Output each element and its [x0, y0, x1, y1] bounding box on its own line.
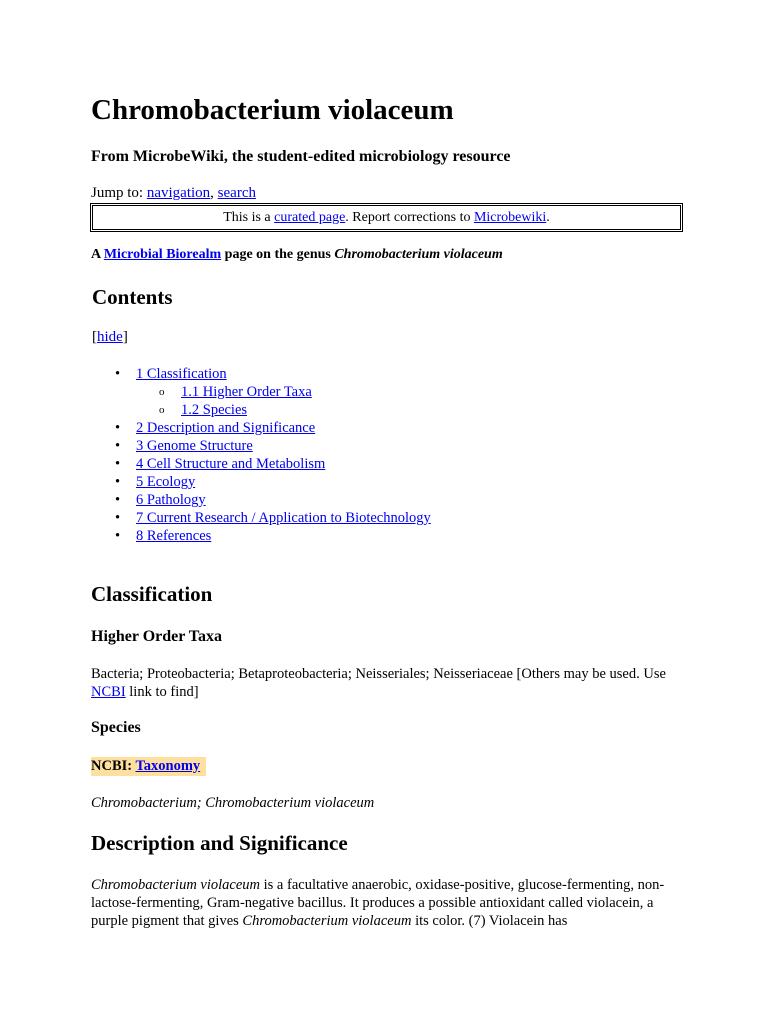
toc-link[interactable]: 8 References [136, 528, 212, 544]
contents-title: Contents [92, 285, 173, 309]
disc-bullet-icon: • [115, 474, 121, 490]
toc-item [91, 437, 431, 455]
description-italic-2: Chromobacterium violaceum [242, 913, 412, 929]
toc-link[interactable]: 1.1 Higher Order Taxa [181, 384, 312, 400]
disc-bullet-icon: • [115, 510, 121, 526]
curated-page-link[interactable]: curated page [274, 210, 346, 225]
disc-bullet-icon: • [115, 492, 121, 508]
toc-item [91, 365, 431, 383]
toc-link[interactable]: 3 Genome Structure [136, 438, 253, 454]
description-italic-1: Chromobacterium violaceum [91, 877, 261, 893]
toc-link[interactable]: 5 Ecology [136, 474, 196, 490]
circle-bullet-icon: o [159, 386, 165, 398]
taxa-text-2: link to find] [125, 684, 199, 700]
toc-item [91, 401, 431, 419]
toc-item [91, 509, 431, 527]
disc-bullet-icon: • [115, 456, 121, 472]
toc-item [91, 473, 431, 491]
hide-bracket-close: ] [122, 329, 128, 345]
classification-heading: Classification [91, 582, 213, 606]
toc-link[interactable]: 4 Cell Structure and Metabolism [136, 456, 326, 472]
higher-order-taxa-text [91, 665, 671, 701]
disc-bullet-icon: • [115, 438, 121, 454]
page-subtitle: From MicrobeWiki, the student-edited microbiology resource [91, 148, 511, 165]
curated-text-1: This is a [223, 210, 275, 225]
higher-order-taxa-heading: Higher Order Taxa [91, 628, 222, 645]
page-title: Chromobacterium violaceum [91, 94, 454, 126]
intro-genus: Chromobacterium violaceum [334, 247, 503, 262]
taxonomy-link[interactable]: Taxonomy [135, 758, 201, 774]
toc-hide-toggle [92, 329, 128, 346]
microbewiki-link[interactable]: Microbewiki [473, 210, 547, 225]
disc-bullet-icon: • [115, 366, 121, 382]
toc-item [91, 383, 431, 401]
ncbi-link[interactable]: NCBI [91, 684, 126, 700]
ncbi-taxonomy-badge [91, 757, 206, 776]
navigation-link[interactable]: navigation [146, 185, 211, 201]
toc-link[interactable]: 1.2 Species [181, 402, 248, 418]
hide-link[interactable]: hide [97, 329, 123, 345]
search-link[interactable]: search [217, 185, 256, 201]
toc-item [91, 419, 431, 437]
biorealm-intro [91, 247, 503, 263]
hide-bracket-open: [ [92, 329, 97, 345]
description-text-1: is a facultative anaerobic, oxidase-positive, glucose-fermenting, non-lactose-fermenting, Gram-negative bacillus. It produces a possible antioxidant called violacein, a purple pigment that gives [91, 877, 665, 929]
description-text-2: its color. (7) Violacein has [411, 913, 568, 929]
taxa-text-1: Bacteria; Proteobacteria; Betaproteobacteria; Neisseriales; Neisseriaceae [Others may be used. Use [91, 666, 666, 682]
toc-link[interactable]: 2 Description and Significance [136, 420, 316, 436]
species-text [91, 794, 671, 812]
description-heading: Description and Significance [91, 831, 348, 855]
disc-bullet-icon: • [115, 528, 121, 544]
toc-link[interactable]: 1 Classification [136, 366, 227, 382]
toc-item [91, 455, 431, 473]
jump-separator: , [210, 185, 218, 201]
microbial-biorealm-link[interactable]: Microbial Biorealm [103, 247, 222, 262]
toc-item [91, 527, 431, 545]
description-text [91, 876, 671, 930]
intro-prefix: A [91, 247, 104, 262]
intro-middle: page on the genus [221, 247, 335, 262]
species-heading: Species [91, 719, 141, 736]
table-of-contents [91, 365, 431, 545]
toc-item [91, 491, 431, 509]
curated-text-2: . Report corrections to [345, 210, 474, 225]
curated-notice-box [90, 203, 683, 232]
toc-link[interactable]: 7 Current Research / Application to Biotechnology [136, 510, 431, 526]
jump-prefix: Jump to: [91, 185, 147, 201]
curated-text-3: . [546, 210, 550, 225]
toc-link[interactable]: 6 Pathology [136, 492, 206, 508]
species-names: Chromobacterium; Chromobacterium violaceum [91, 795, 375, 811]
ncbi-label: NCBI: [91, 758, 136, 774]
jump-to-links [91, 185, 256, 202]
circle-bullet-icon: o [159, 404, 165, 416]
disc-bullet-icon: • [115, 420, 121, 436]
